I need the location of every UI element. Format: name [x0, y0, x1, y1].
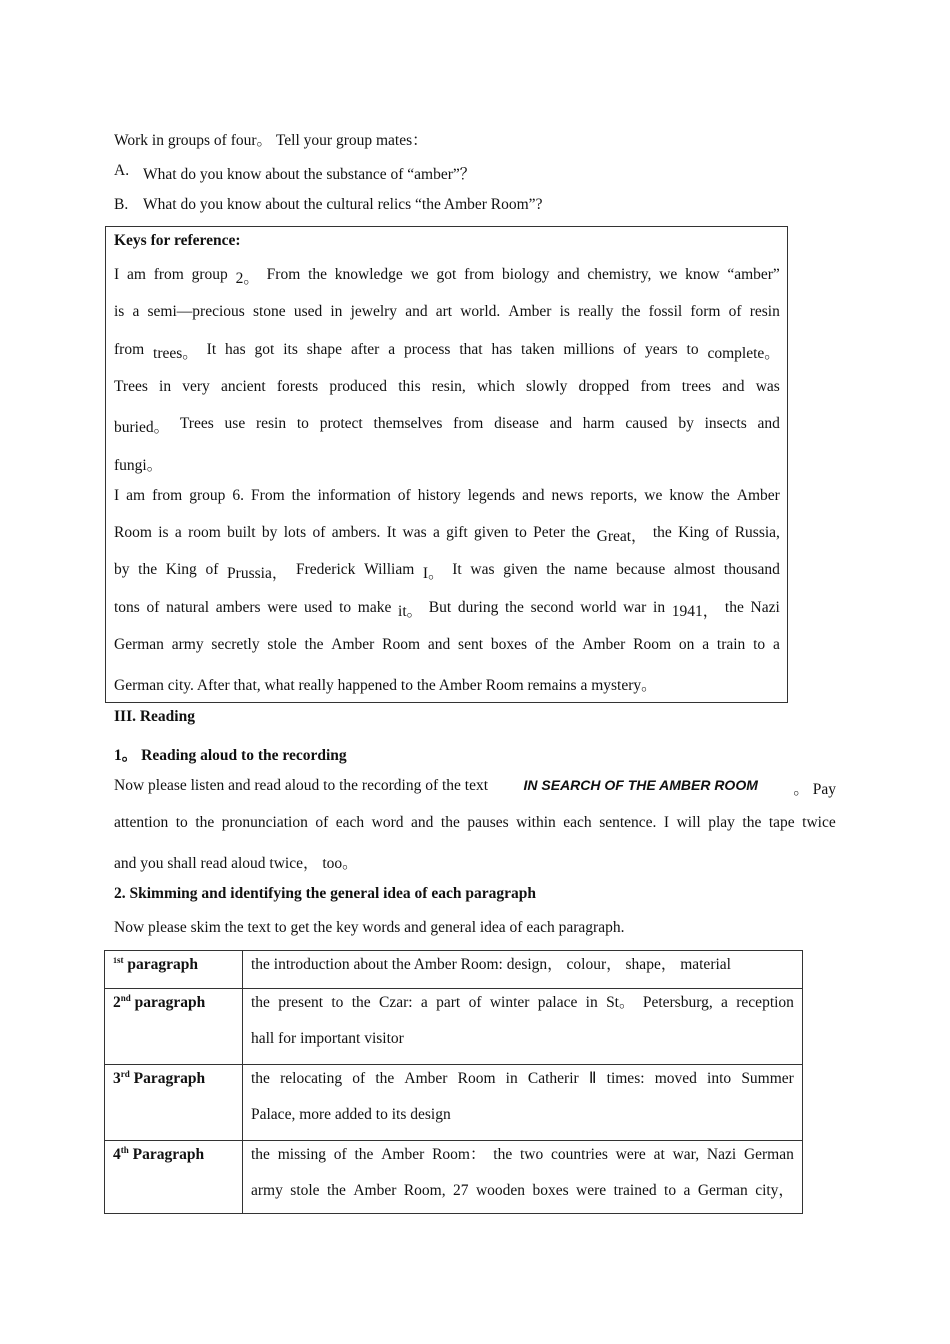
paragraph-ideas-table — [104, 950, 803, 1214]
group6-line: German city. After that, what really happened to the Amber Room remains a mystery。 — [114, 677, 657, 694]
group2-line: is a semi—precious stone used in jewelry and art world. Amber is really the fossil form of resin — [114, 303, 780, 320]
step2-title: 2. Skimming and identifying the general idea of each paragraph — [114, 885, 536, 902]
group6-line: by the King of Prussia， Frederick William I。 It was given the name because almost thousand — [114, 561, 780, 582]
step1-post: 。 Pay — [793, 781, 836, 798]
group-instruction: Work in groups of four。 Tell your group mates： — [114, 132, 428, 149]
paragraph-label: 3rd Paragraph — [113, 1068, 206, 1087]
question-b: What do you know about the cultural relics “the Amber Room”? — [143, 196, 543, 213]
group2-line: fungi。 — [114, 457, 163, 474]
table-row — [105, 1065, 803, 1141]
group2-line: from trees。 It has got its shape after a process that has taken millions of years to complete。 — [114, 341, 780, 362]
table-row — [105, 1141, 803, 1214]
step1-line3: and you shall read aloud twice， too。 — [114, 855, 358, 872]
table-row — [105, 989, 803, 1065]
step1-line1 — [114, 777, 836, 799]
group2-line: I am from group 2。 From the knowledge we got from biology and chemistry, we know “amber” — [114, 266, 780, 287]
paragraph-idea: the present to the Czar: a part of winter palace in St。 Petersburg, a reception hall for important visitor — [251, 994, 794, 1047]
group2-line: Trees in very ancient forests produced this resin, which slowly dropped from trees and was — [114, 378, 780, 395]
question-b-letter: B. — [114, 196, 129, 213]
step1-title: 1。 Reading aloud to the recording — [114, 747, 347, 764]
section-title-reading: III. Reading — [114, 708, 195, 725]
paragraph-idea: the relocating of the Amber Room in Catherir Ⅱ times: moved into Summer Palace, more added to its design — [251, 1070, 794, 1123]
group6-line: I am from group 6. From the information of history legends and news reports, we know the Amber — [114, 487, 780, 504]
keys-heading: Keys for reference: — [114, 232, 241, 249]
paragraph-idea: the introduction about the Amber Room: design， colour， shape， material — [251, 956, 731, 973]
paragraph-label: 2nd paragraph — [113, 992, 206, 1011]
paragraph-label: $^{1st}$ paragraph — [113, 954, 198, 973]
group6-line: Room is a room built by lots of ambers. It was a gift given to Peter the Great， the King of Russia, — [114, 524, 780, 545]
step2-instruction: Now please skim the text to get the key words and general idea of each paragraph. — [114, 919, 625, 936]
group6-line: German army secretly stole the Amber Room and sent boxes of the Amber Room on a train to a — [114, 636, 780, 653]
group6-line: tons of natural ambers were used to make it。 But during the second world war in 1941， the Nazi — [114, 599, 780, 620]
text-title: IN SEARCH OF THE AMBER ROOM — [523, 777, 758, 793]
step1-line2: attention to the pronunciation of each word and the pauses within each sentence. I will play the tape twice — [114, 814, 836, 831]
paragraph-idea: the missing of the Amber Room： the two countries were at war, Nazi German army stole the Amber Room, 27 wooden boxes were trained to a German city， — [251, 1146, 794, 1199]
keys-for-reference-box — [105, 226, 788, 703]
question-a: What do you know about the substance of “amber”？ — [143, 166, 476, 183]
paragraph-label: 4th Paragraph — [113, 1144, 205, 1163]
step1-pre: Now please listen and read aloud to the recording of the text — [114, 777, 489, 794]
group2-line: buried。 Trees use resin to protect themselves from disease and harm caused by insects and — [114, 415, 780, 436]
table-row — [105, 951, 803, 989]
question-a-letter: A. — [114, 162, 130, 179]
